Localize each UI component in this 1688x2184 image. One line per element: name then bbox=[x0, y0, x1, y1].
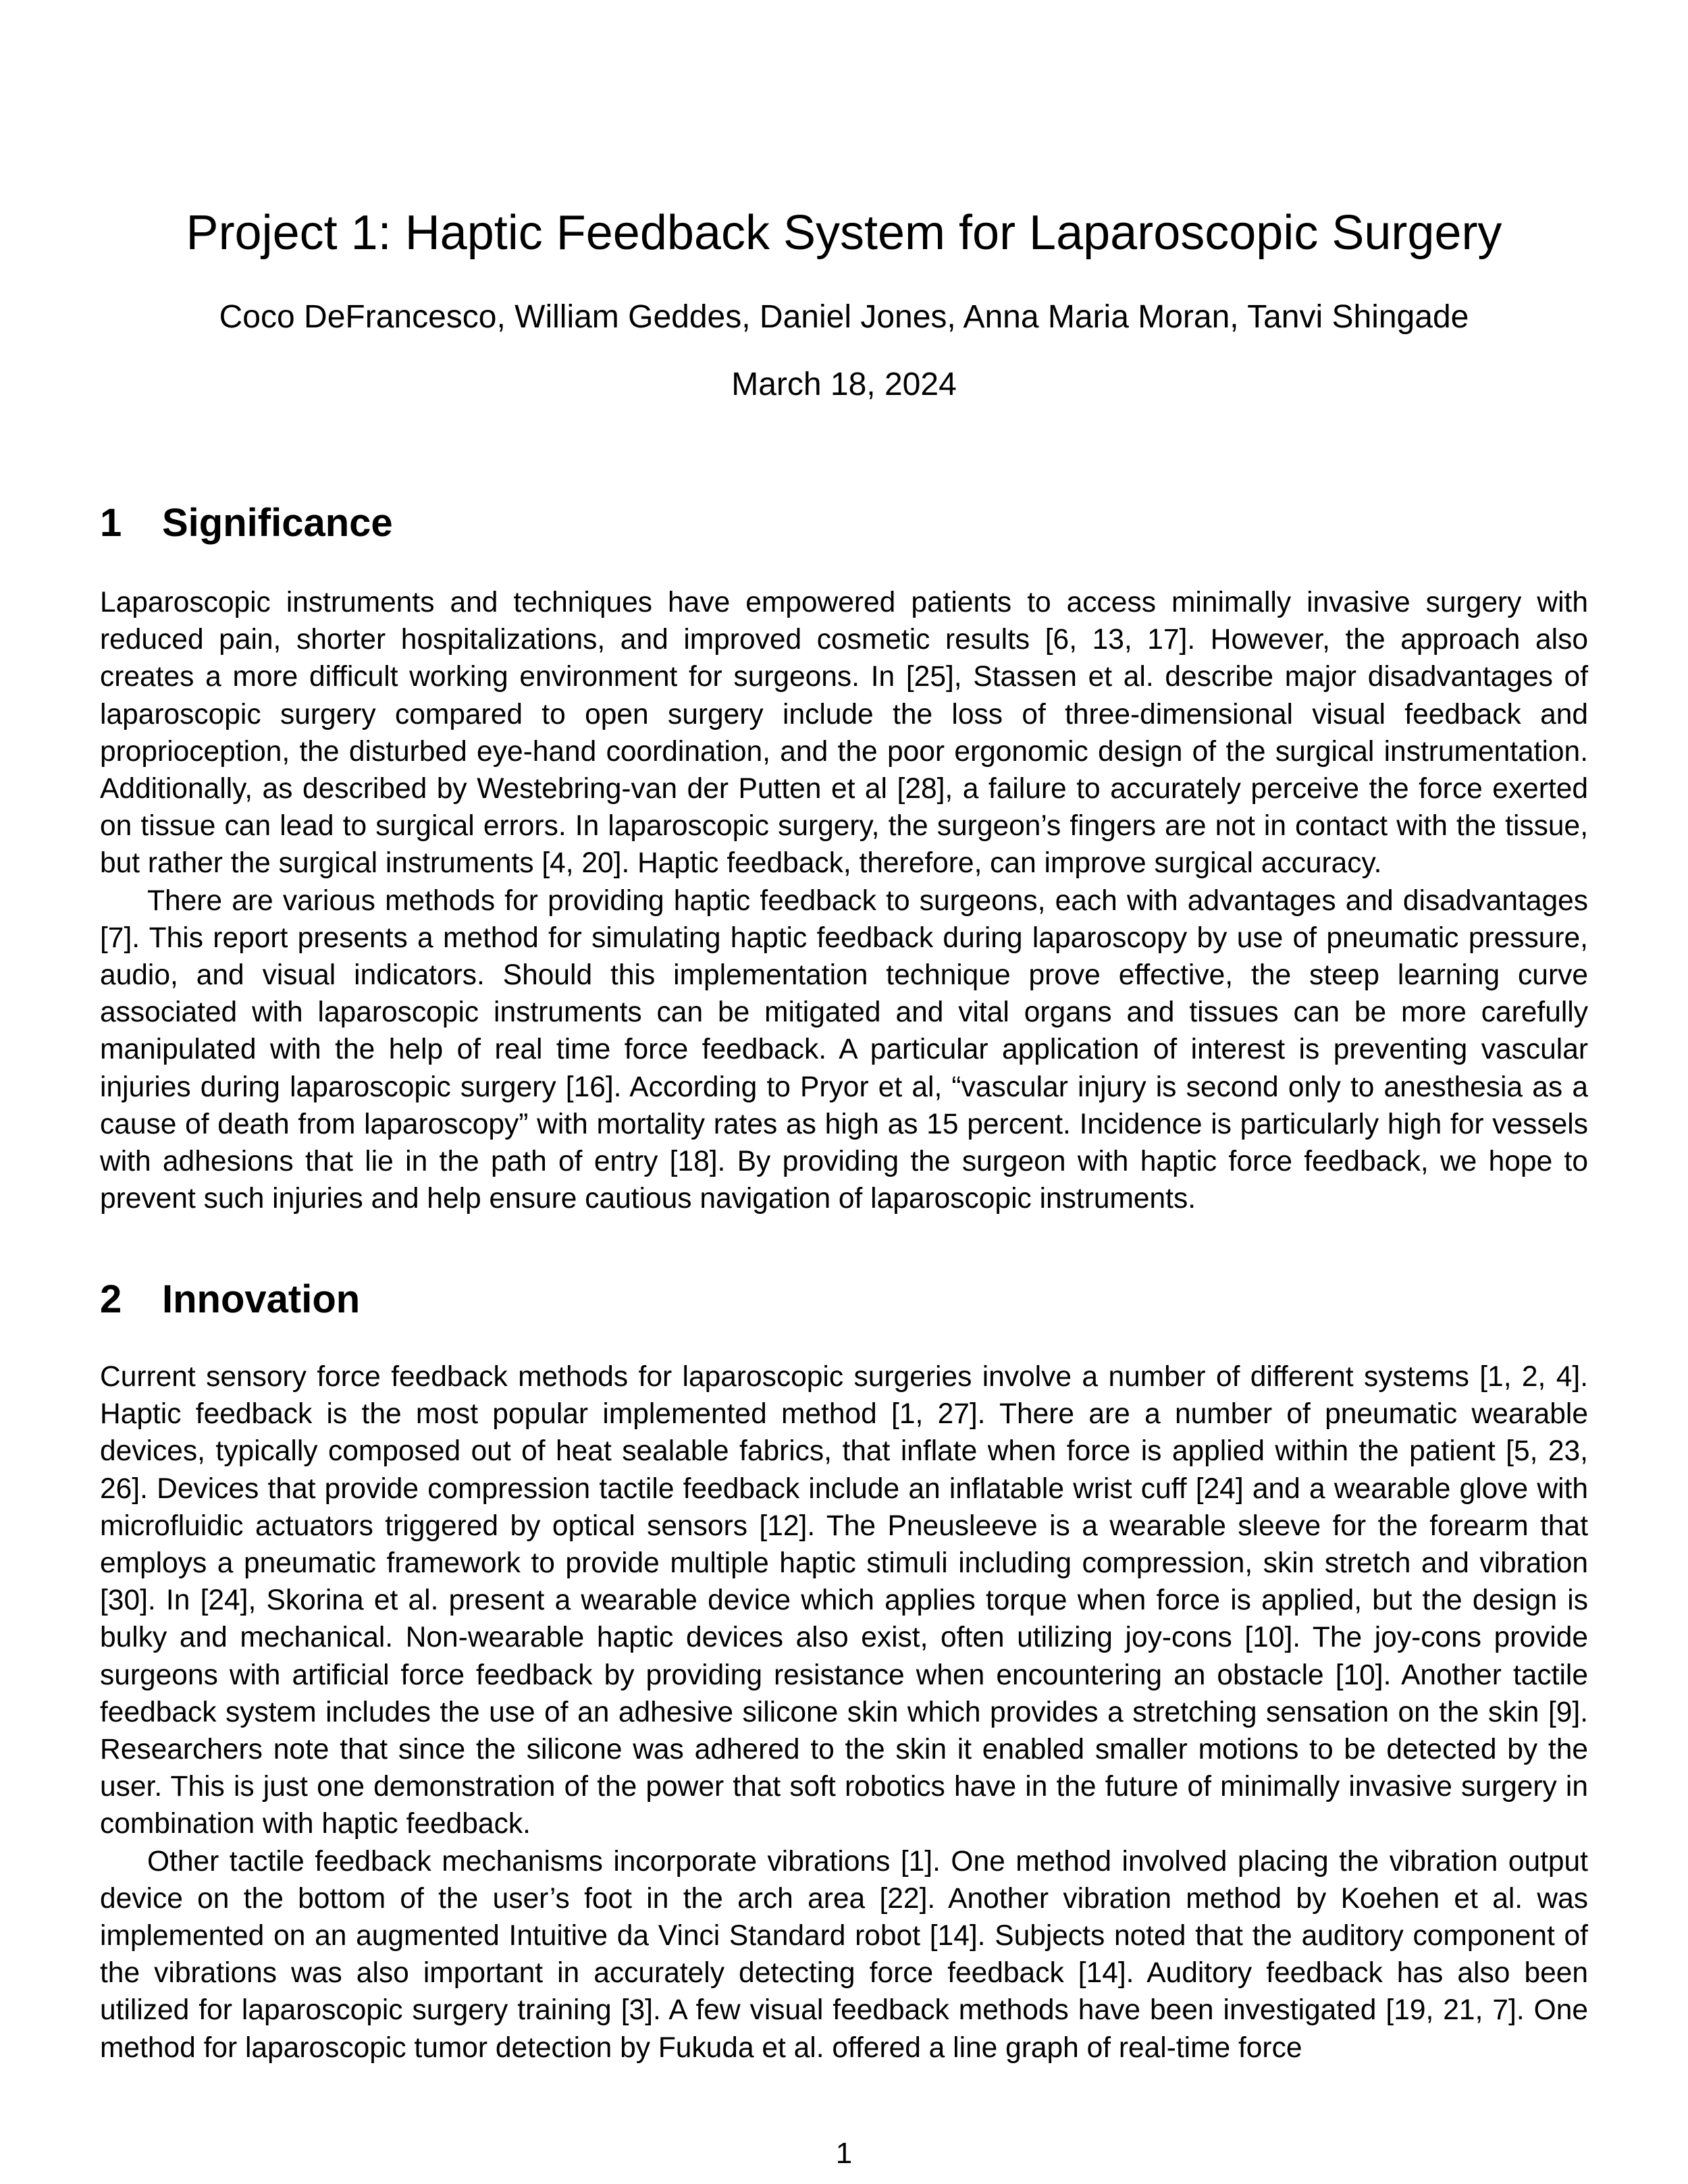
page-number: 1 bbox=[835, 2137, 853, 2170]
paper-title: Project 1: Haptic Feedback System for Laparoscopic Surgery bbox=[186, 206, 1502, 260]
paragraph: Other tactile feedback mechanisms incorporate vibrations [1]. One method involved placing the vibration output device on the bottom of the user’s foot in the arch area [22]. Another vibration method by Koehen et al. was implemented on an augmented Intuitive da Vinci Standard robot [14]. Subjects noted that the auditory component of the vibrations was also important in accurately detecting force feedback [14]. Auditory feedback has also been utilized for laparoscopic surgery training [3]. A few visual feedback methods have been investigated [19, 21, 7]. One method for laparoscopic tumor detection by Fukuda et al. offered a line graph of real-time force bbox=[100, 1845, 1588, 2064]
paragraph: Laparoscopic instruments and techniques have empowered patients to access minimally invasive surgery with reduced pain, shorter hospitalizations, and improved cosmetic results [6, 13, 17]. However, the approach also creates a more difficult working environment for surgeons. In [25], Stassen et al. describe major disadvantages of laparoscopic surgery compared to open surgery include the loss of three-dimensional visual feedback and proprioception, the disturbed eye-hand coordination, and the poor ergonomic design of the surgical instrumentation. Additionally, as described by Westebring-van der Putten et al [28], a failure to accurately perceive the force exerted on tissue can lead to surgical errors. In laparoscopic surgery, the surgeon’s fingers are not in contact with the tissue, but rather the surgical instruments [4, 20]. Haptic feedback, therefore, can improve surgical accuracy. bbox=[100, 587, 1588, 880]
section-heading-innovation bbox=[100, 1276, 360, 1323]
section-number: 1 bbox=[100, 501, 122, 545]
section-heading-significance bbox=[100, 500, 393, 547]
paragraph: Current sensory force feedback methods for laparoscopic surgeries involve a number of different systems [1, 2, 4]. Haptic feedback is the most popular implemented method [1, 27]. There are a number of pneumatic wearable devices, typically composed out of heat sealable fabrics, that inflate when force is applied within the patient [5, 23, 26]. Devices that provide compression tactile feedback include an inflatable wrist cuff [24] and a wearable glove with microfluidic actuators triggered by optical sensors [12]. The Pneusleeve is a wearable sleeve for the forearm that employs a pneumatic framework to provide multiple haptic stimuli including compression, skin stretch and vibration [30]. In [24], Skorina et al. present a wearable device which applies torque when force is applied, but the design is bulky and mechanical. Non-wearable haptic devices also exist, often utilizing joy-cons [10]. The joy-cons provide surgeons with artificial force feedback by providing resistance when encountering an obstacle [10]. Another tactile feedback system includes the use of an adhesive silicone skin which provides a stretching sensation on the skin [9]. Researchers note that since the silicone was adhered to the skin it enabled smaller motions to be detected by the user. This is just one demonstration of the power that soft robotics have in the future of minimally invasive surgery in combination with haptic feedback. bbox=[100, 1361, 1588, 1840]
section-body-innovation bbox=[100, 1358, 1588, 2067]
publication-date: March 18, 2024 bbox=[731, 367, 957, 402]
author-list: Coco DeFrancesco, William Geddes, Daniel Jones, Anna Maria Moran, Tanvi Shingade bbox=[219, 299, 1469, 335]
section-title: Significance bbox=[162, 501, 393, 545]
section-body-significance bbox=[100, 584, 1588, 1217]
section-title: Innovation bbox=[162, 1277, 361, 1321]
section-number: 2 bbox=[100, 1277, 122, 1321]
paragraph: There are various methods for providing haptic feedback to surgeons, each with advantages and disadvantages [7]. This report presents a method for simulating haptic feedback during laparoscopy by use of pneumatic pressure, audio, and visual indicators. Should this implementation technique prove effective, the steep learning curve associated with laparoscopic instruments can be mitigated and vital organs and tissues can be more carefully manipulated with the help of real time force feedback. A particular application of interest is preventing vascular injuries during laparoscopic surgery [16]. According to Pryor et al, “vascular injury is second only to anesthesia as a cause of death from laparoscopy” with mortality rates as high as 15 percent. Incidence is particularly high for vessels with adhesions that lie in the path of entry [18]. By providing the surgeon with haptic force feedback, we hope to prevent such injuries and help ensure cautious navigation of laparoscopic instruments. bbox=[100, 884, 1588, 1215]
